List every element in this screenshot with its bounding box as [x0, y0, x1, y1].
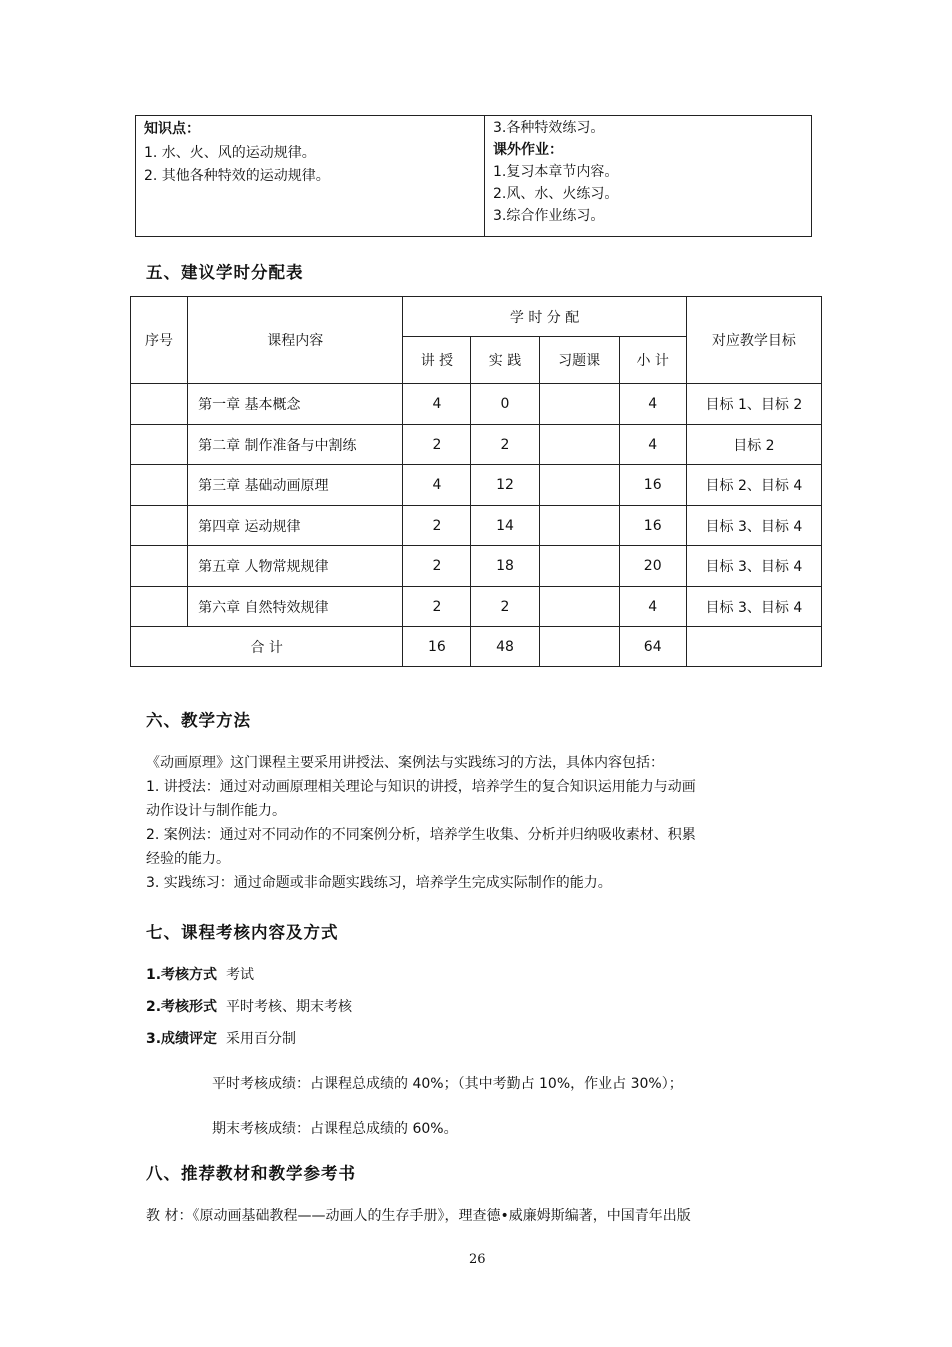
row-lecture: 2: [403, 587, 471, 627]
row-subtotal: 16: [619, 465, 686, 506]
row-practice: 2: [471, 425, 539, 465]
row-goal: 目标 1、目标 2: [686, 384, 821, 425]
row-goal: 目标 2: [686, 425, 821, 465]
row-seq: [131, 384, 188, 425]
assessment-value: 平时考核、期末考核: [225, 999, 352, 1015]
header-hours: 学 时 分 配: [403, 297, 686, 337]
grading-detail: 期末考核成绩：占课程总成绩的 60%。: [212, 1121, 458, 1137]
header-content: 课程内容: [188, 297, 403, 384]
row-exercise: [539, 587, 619, 627]
row-goal: 目标 3、目标 4: [686, 506, 821, 546]
textbook-line: 教 材：《原动画基础教程——动画人的生存手册》，理查德•威廉姆斯编著，中国青年出版: [146, 1208, 691, 1224]
row-practice: 12: [471, 465, 539, 506]
table-row: [131, 506, 822, 546]
assessment-item: [146, 1027, 296, 1051]
section7-title: 七、课程考核内容及方式: [146, 923, 339, 942]
row-practice: 2: [471, 587, 539, 627]
knowledge-table: [135, 115, 812, 237]
row-lecture: 2: [403, 546, 471, 587]
row-content: 第六章 自然特效规律: [188, 587, 403, 627]
hours-allocation-table: [130, 296, 822, 667]
row-content: 第三章 基础动画原理: [188, 465, 403, 506]
assessment-item: [146, 995, 352, 1019]
row-content: 第二章 制作准备与中割练: [188, 425, 403, 465]
homework-item: 1.复习本章节内容。: [493, 164, 619, 180]
row-subtotal: 4: [619, 384, 686, 425]
row-exercise: [539, 465, 619, 506]
row-subtotal: 16: [619, 506, 686, 546]
knowledge-item: 2. 其他各种特效的运动规律。: [144, 168, 330, 184]
header-subtotal: 小 计: [619, 337, 686, 384]
homework-heading: 课外作业：: [493, 142, 563, 158]
row-seq: [131, 546, 188, 587]
row-exercise: [539, 506, 619, 546]
row-lecture: 4: [403, 465, 471, 506]
header-goal: 对应教学目标: [686, 297, 821, 384]
row-lecture: 2: [403, 425, 471, 465]
total-lecture: 16: [403, 627, 471, 667]
row-subtotal: 4: [619, 425, 686, 465]
exercise-line: 3.各种特效练习。: [493, 120, 605, 136]
total-row: [131, 627, 822, 667]
knowledge-heading: 知识点：: [144, 121, 200, 137]
row-exercise: [539, 425, 619, 465]
method-line: 经验的能力。: [146, 851, 230, 867]
knowledge-item: 1. 水、火、风的运动规律。: [144, 145, 316, 161]
row-exercise: [539, 384, 619, 425]
assessment-label: 1.考核方式: [146, 967, 218, 983]
total-subtotal: 64: [619, 627, 686, 667]
method-line: 《动画原理》这门课程主要采用讲授法、案例法与实践练习的方法，具体内容包括：: [146, 755, 664, 771]
row-content: 第五章 人物常规规律: [188, 546, 403, 587]
section8-title: 八、推荐教材和教学参考书: [146, 1164, 356, 1183]
total-exercise: [539, 627, 619, 667]
row-goal: 目标 3、目标 4: [686, 587, 821, 627]
method-line: 3. 实践练习：通过命题或非命题实践练习，培养学生完成实际制作的能力。: [146, 875, 612, 891]
section6-title: 六、教学方法: [146, 711, 251, 730]
section5-title: 五、建议学时分配表: [146, 263, 304, 282]
row-lecture: 2: [403, 506, 471, 546]
header-lecture: 讲 授: [403, 337, 471, 384]
row-exercise: [539, 546, 619, 587]
homework-item: 2.风、水、火练习。: [493, 186, 619, 202]
row-practice: 18: [471, 546, 539, 587]
table-row: [131, 587, 822, 627]
assessment-value: 采用百分制: [225, 1031, 296, 1047]
row-goal: 目标 2、目标 4: [686, 465, 821, 506]
table-divider: [484, 116, 485, 236]
method-paragraph: [146, 751, 696, 895]
table-row: [131, 425, 822, 465]
header-exercise: 习题课: [539, 337, 619, 384]
page-number: 26: [469, 1252, 486, 1267]
grading-detail: 平时考核成绩：占课程总成绩的 40%；（其中考勤占 10%，作业占 30%）；: [212, 1076, 683, 1092]
table-row: [131, 465, 822, 506]
assessment-label: 2.考核形式: [146, 999, 218, 1015]
assessment-value: 考试: [225, 967, 254, 983]
header-practice: 实 践: [471, 337, 539, 384]
assessment-item: [146, 963, 254, 987]
method-line: 2. 案例法：通过对不同动作的不同案例分析，培养学生收集、分析并归纳吸收素材、积累: [146, 827, 696, 843]
row-goal: 目标 3、目标 4: [686, 546, 821, 587]
row-practice: 14: [471, 506, 539, 546]
homework-item: 3.综合作业练习。: [493, 208, 605, 224]
table-row: [131, 384, 822, 425]
row-seq: [131, 465, 188, 506]
assessment-label: 3.成绩评定: [146, 1031, 218, 1047]
row-subtotal: 4: [619, 587, 686, 627]
total-goal: [686, 627, 821, 667]
row-lecture: 4: [403, 384, 471, 425]
row-content: 第四章 运动规律: [188, 506, 403, 546]
row-seq: [131, 425, 188, 465]
row-practice: 0: [471, 384, 539, 425]
header-seq: 序号: [131, 297, 188, 384]
row-content: 第一章 基本概念: [188, 384, 403, 425]
total-practice: 48: [471, 627, 539, 667]
table-row: [131, 546, 822, 587]
method-line: 动作设计与制作能力。: [146, 803, 286, 819]
row-seq: [131, 506, 188, 546]
row-seq: [131, 587, 188, 627]
row-subtotal: 20: [619, 546, 686, 587]
total-label: 合 计: [131, 627, 403, 667]
method-line: 1. 讲授法：通过对动画原理相关理论与知识的讲授，培养学生的复合知识运用能力与动画: [146, 779, 696, 795]
